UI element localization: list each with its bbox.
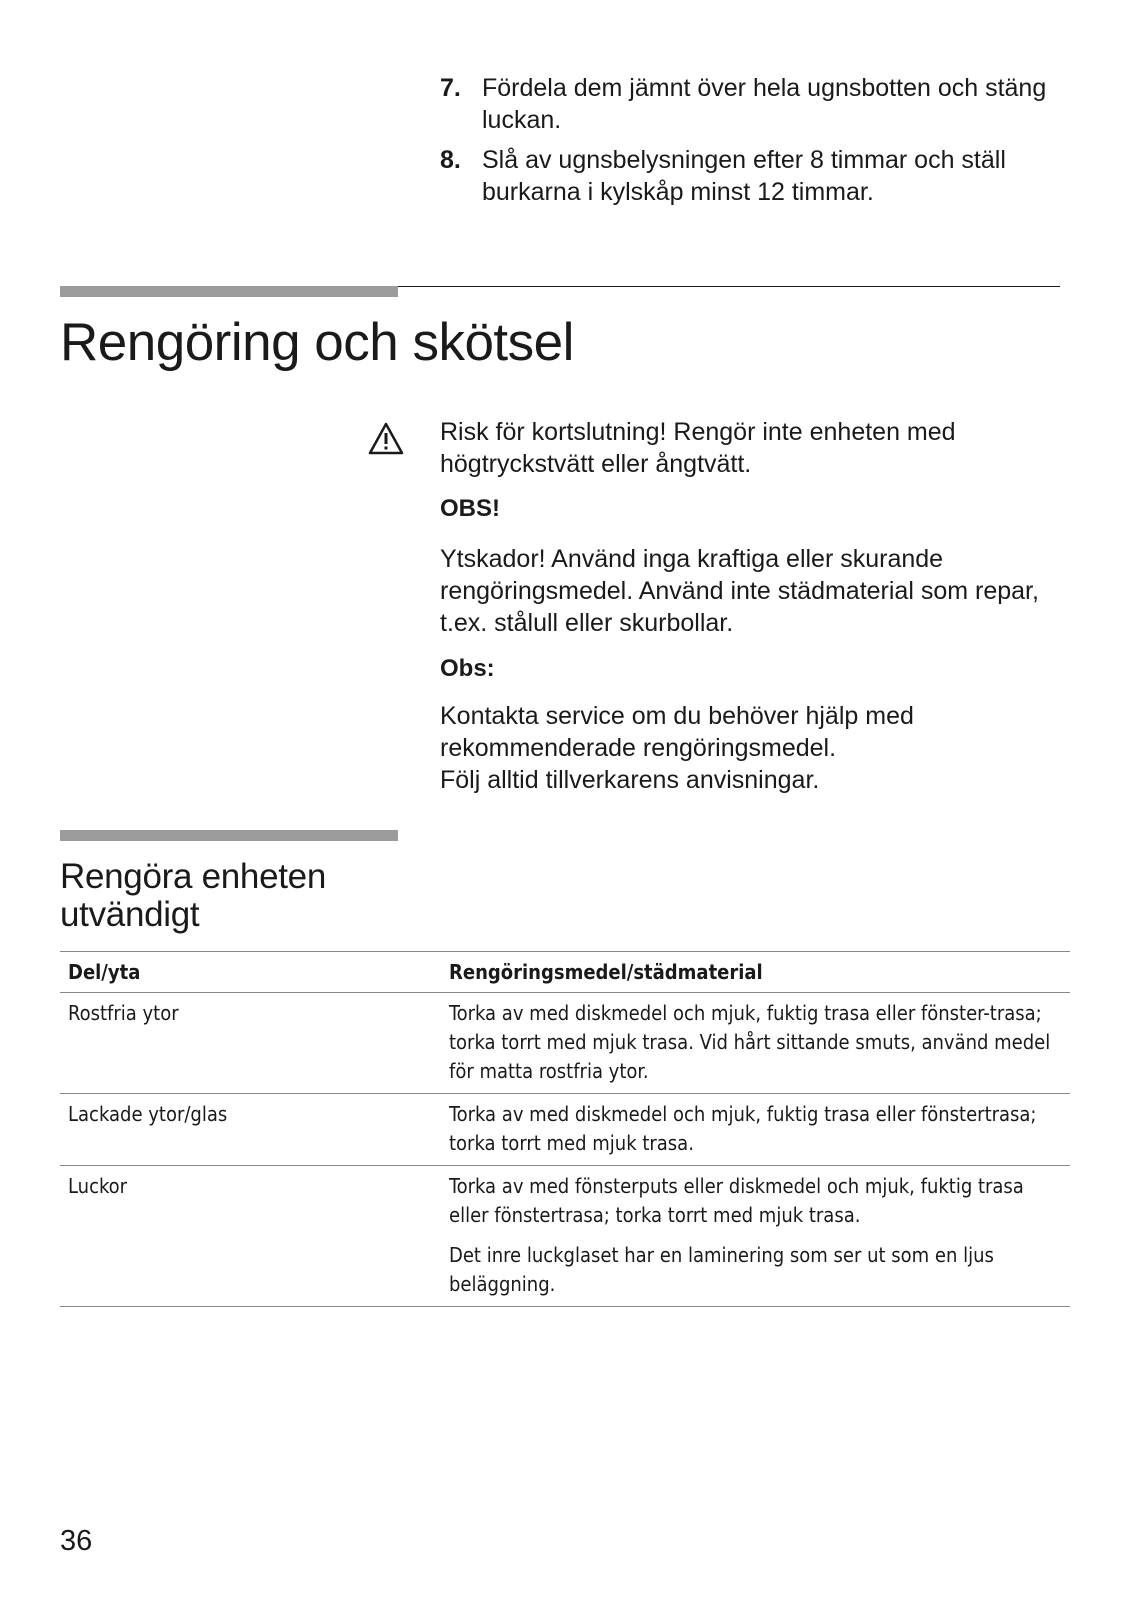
cleaner-cell [441,993,1070,1094]
cleaner-text: Torka av med diskmedel och mjuk, fuktig trasa eller fönstertrasa; torka torrt med mjuk trasa. [449,1102,1037,1155]
table-header-row [60,952,1070,993]
table-row [60,993,1070,1094]
step-number: 8. [440,146,461,174]
section-rule-line [398,286,1060,287]
step-list [440,72,1060,216]
warning-text: Risk för kortslutning! Rengör inte enheten med högtryckstvätt eller ångtvätt. [440,418,956,478]
cleaner-text: Det inre luckglaset har en laminering som ser ut som en ljus beläggning. [449,1243,994,1296]
step-text: Fördela dem jämnt över hela ugnsbotten och stäng luckan. [482,74,1047,134]
page-number: 36 [60,1525,93,1557]
cleaner-text: Torka av med fönsterputs eller diskmedel och mjuk, fuktig trasa eller fönstertrasa; torka torrt med mjuk trasa. [449,1174,1024,1227]
note-text [440,700,1060,796]
table-row [60,1094,1070,1166]
part-cell: Lackade ytor/glas [68,1102,228,1126]
cleaner-text: Torka av med diskmedel och mjuk, fuktig trasa eller fönster-trasa; torka torrt med mjuk trasa. Vid hårt sittande smuts, använd medel för matta rostfria ytor. [449,1001,1051,1083]
note-line: Följ alltid tillverkarens anvisningar. [440,766,820,794]
note-heading: Obs: [440,655,495,682]
warning-triangle-icon [368,422,404,456]
caution-text: Ytskador! Använd inga kraftiga eller skurande rengöringsmedel. Använd inte städmaterial som repar, t.ex. stålull eller skurbollar. [440,545,1039,637]
part-cell: Rostfria ytor [68,1001,179,1025]
table-row [60,1166,1070,1307]
subsection-rule-accent [60,830,398,841]
section-rule-accent [60,286,398,297]
step-text: Slå av ugnsbelysningen efter 8 timmar och ställ burkarna i kylskåp minst 12 timmar. [482,146,1006,206]
part-cell: Luckor [68,1174,128,1198]
cleaning-table [60,951,1070,1307]
list-item [440,72,1060,136]
list-item [440,144,1060,208]
column-header-cleaner: Rengöringsmedel/städmaterial [449,960,763,984]
cleaner-cell [441,1094,1070,1166]
caution-heading: OBS! [440,495,500,522]
subsection-title: Rengöra enheten utvändigt [60,857,326,934]
cleaner-cell [441,1166,1070,1307]
column-header-part: Del/yta [68,960,141,984]
note-line: Kontakta service om du behöver hjälp med rekommenderade rengöringsmedel. [440,702,914,762]
step-number: 7. [440,74,461,102]
page-title: Rengöring och skötsel [60,313,574,372]
